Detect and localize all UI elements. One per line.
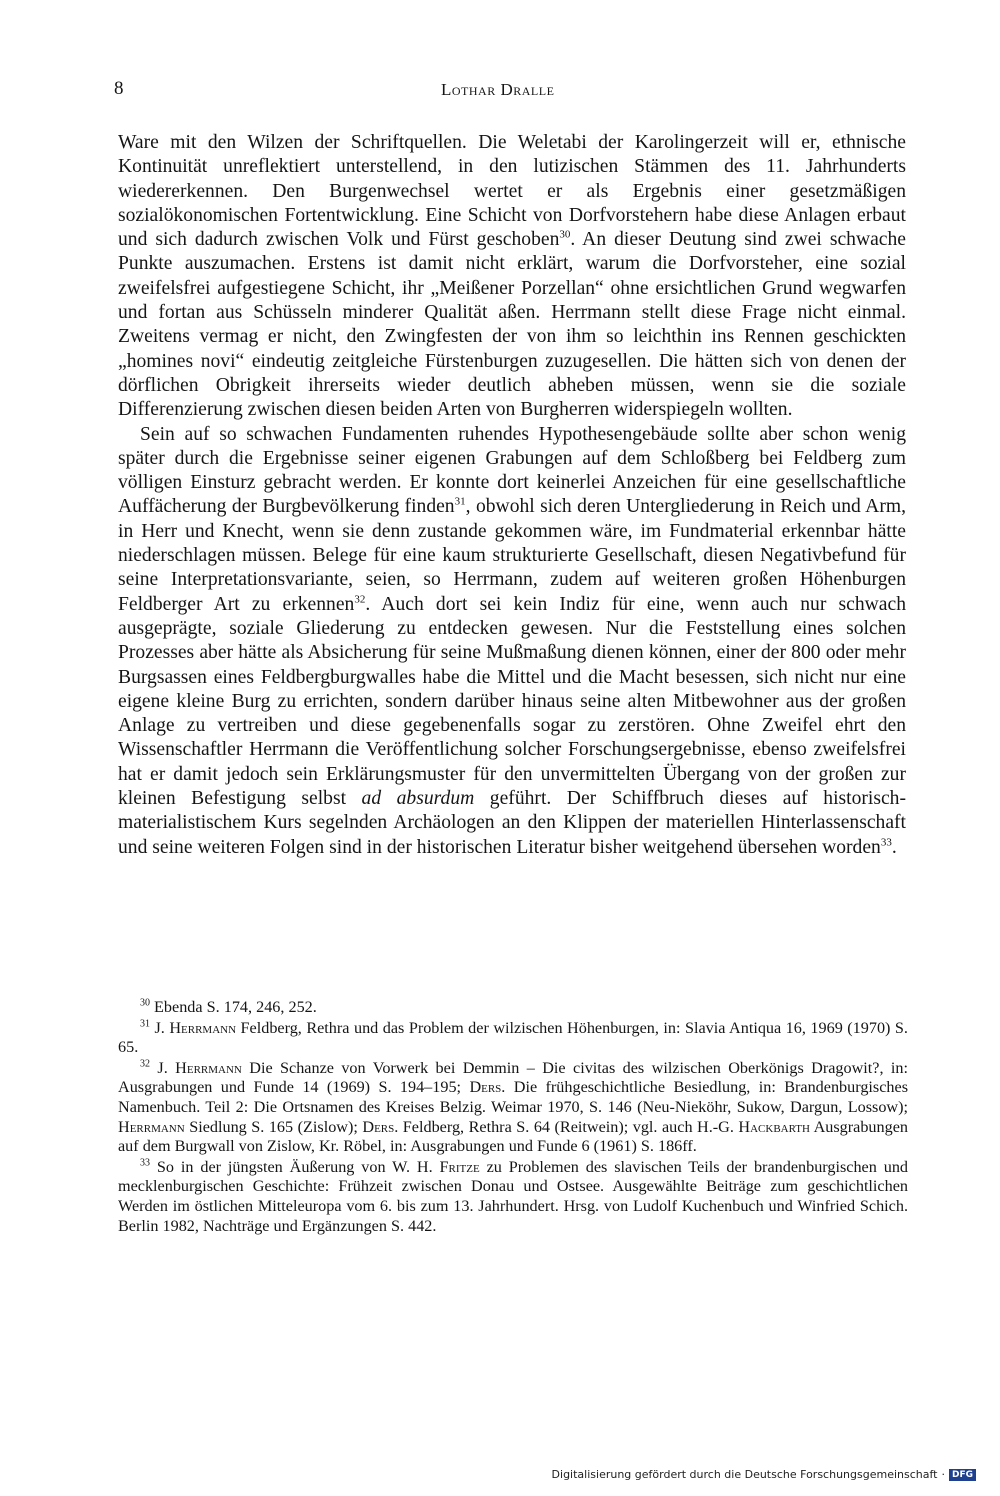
latin-phrase: ad absurdum: [361, 788, 475, 810]
dfg-logo-icon: DFG: [949, 1469, 976, 1481]
footnote-30: $^{30}$ Ebenda S. 174, 246, 252.: [140, 997, 317, 1016]
paragraph-2: Sein auf so schwachen Fundamenten ruhendes Hypothesengebäude sollte aber schon wenig später durch die Ergebnisse seiner eigenen Grabungen auf dem Schloßberg bei Feldberg zum völligen Einsturz gebracht werden. Er konnte dort keinerlei Anzeichen für eine gesellschaftliche Auffächerung der Burgbevölkerung finden$^{31}$, obwohl sich deren Untergliederung in Reich und Arm, in Herr und Knecht, wenn sie denn zustande gekommen wäre, im Fundmaterial erkennbar hätte niederschlagen müssen. Belege für eine kaum strukturierte Gesellschaft, diesen Negativbefund für seine Interpretationsvariante, seien, so Herrmann, zudem auf weiteren großen Höhenburgen Feldberger Art zu erkennen$^{32}$. Auch dort sei kein Indiz für eine, wenn auch nur schwach ausgeprägte, soziale Gliederung zu entdecken gewesen. Nur die Feststellung eines solchen Prozesses aber hätte als Absicherung für seine Mußmaßung dienen können, einer der 800 oder mehr Burgsassen eines Feldbergburgwalles habe die Mittel und die Macht besessen, sich nicht nur eine eigene kleine Burg zu errichten, sondern darüber hinaus seine alten Mitbewohner aus der großen Anlage zu vertreiben und diese gegebenenfalls sogar zu zerstören. Ohne Zweifel ehrt den Wissenschaftler Herrmann die Veröffentlichung solcher Forschungsergebnisse, ebenso zweifelsfrei hat er damit jedoch sein Erklärungsmuster für den unvermittelten Übergang von der großen zur kleinen Befestigung selbst ad absurdum geführt. Der Schiffbruch dieses auf historisch-materialistischem Kurs segelnden Archäologen an den Klippen der materiellen Hinterlassenschaft und seine weiteren Folgen sind in der historischen Literatur bisher weitgehend übersehen worden$^{33}$.: [118, 423, 906, 858]
footnote-ref-32[interactable]: 32: [354, 593, 366, 606]
footnote-ref-31[interactable]: 31: [454, 495, 466, 508]
footnote-ref-33[interactable]: 33: [880, 836, 892, 849]
footnote-ref-30[interactable]: 30: [559, 228, 571, 241]
page-number: 8: [114, 78, 124, 99]
running-head: Lothar Dralle: [441, 80, 555, 99]
footnotes: [118, 998, 908, 1237]
footnote-33: $^{33}$ So in der jüngsten Äußerung von W. H. Fritze zu Problemen des slavischen Teils der brandenburgischen und mecklenburgischen Geschichte: Frühzeit zwischen Donau und Ostsee. Ausgewählte Beiträge zum geschichtlichen Werden im östlichen Mitteleuropa vom 6. bis zum 13. Jahrhundert. Hrsg. von Ludolf Kuchenbuch und Winfried Schich. Berlin 1982, Nachträge und Ergänzungen S. 442.: [118, 1157, 909, 1235]
body-text: [118, 131, 906, 860]
digitization-credit: Digitalisierung gefördert durch die Deutsche Forschungsgemeinschaft · DFG: [552, 1468, 976, 1481]
footnote-31: $^{31}$ J. Herrmann Feldberg, Rethra und das Problem der wilzischen Höhenburgen, in: Slavia Antiqua 16, 1969 (1970) S. 65.: [118, 1018, 908, 1057]
footnote-32: $^{32}$ J. Herrmann Die Schanze von Vorwerk bei Demmin – Die civitas des wilzischen Oberkönigs Dragowit?, in: Ausgrabungen und Funde 14 (1969) S. 194–195; Ders. Die frühgeschichtliche Besiedlung, in: Brandenburgisches Namenbuch. Teil 2: Die Ortsnamen des Kreises Belzig. Weimar 1970, S. 146 (Neu-Nieköhr, Sukow, Dargun, Lossow); Herrmann Siedlung S. 165 (Zislow); Ders. Feldberg, Rethra S. 64 (Reitwein); vgl. auch H.-G. Hackbarth Ausgrabungen auf dem Burgwall von Zislow, Kr. Röbel, in: Ausgrabungen und Funde 6 (1961) S. 186ff.: [118, 1058, 909, 1156]
paragraph-1: Ware mit den Wilzen der Schriftquellen. Die Weletabi der Karolingerzeit will er, ethnische Kontinuität unreflektiert unterstellend, in den lutizischen Stämmen des 11. Jahrhunderts wiedererkennen. Den Burgenwechsel wertet er als Ergebnis einer gesetzmäßigen sozialökonomischen Fortentwicklung. Eine Schicht von Dorfvorstehern habe diese Anlagen erbaut und sich dadurch zwischen Volk und Fürst geschoben$^{30}$. An dieser Deutung sind zwei schwache Punkte auszumachen. Erstens ist damit nicht erklärt, warum die Dorfvorsteher, eine sozial zweifelsfrei aufgestiegene Schicht, ihr „Meißener Porzellan“ ohne ersichtlichen Grund wegwarfen und fortan aus Schüsseln minderer Qualität aßen. Herrmann stellt diese Frage nicht einmal. Zweitens vermag er nicht, den Zwingfesten der von ihm so leichthin ins Rennen geschickten „homines novi“ eindeutig zeitgleiche Fürstenburgen zuzugesellen. Die hätten sich von denen der dörflichen Obrigkeit ihrerseits wieder deutlich abheben müssen, wenn sie die soziale Differenzierung zwischen diesen beiden Arten von Burgherren widerspiegeln wollten.: [118, 132, 906, 421]
